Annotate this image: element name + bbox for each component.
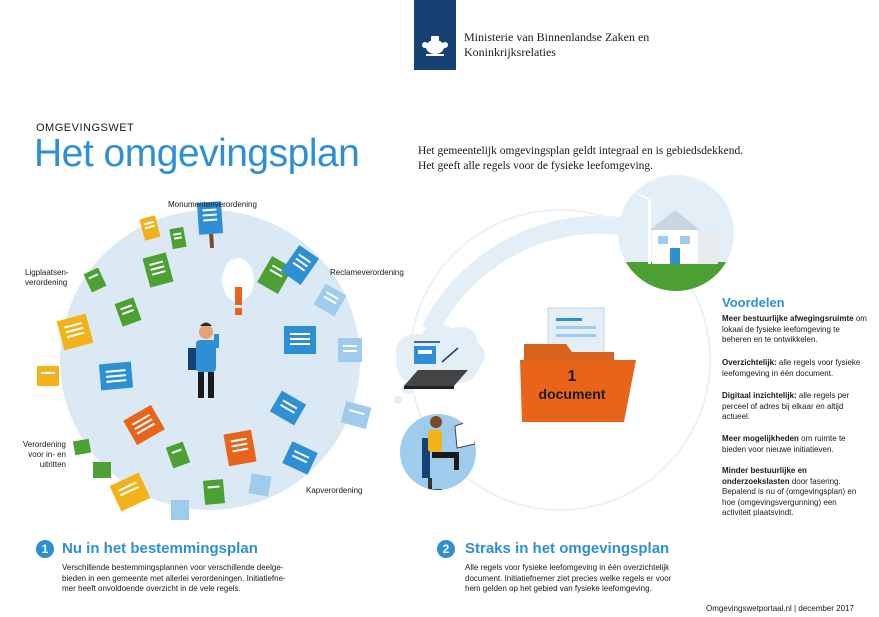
benefit-bold: Digitaal inzichtelijk: [722,391,797,400]
document-word: document [538,386,606,402]
section-2-line-3: hem gelden op het gebied van fysieke leefomgeving. [465,584,652,593]
section-1-line-2: bieden in een gemeente met allerlei verordeningen. Initiatiefne- [62,573,286,583]
document-icon [248,473,271,496]
document-icon [37,366,59,386]
label-inuit-line-2: voor in- en [28,450,66,459]
section-2-text [465,563,715,595]
section-1-line-3: mer heeft onvoldoende overzicht in de vele regels. [62,584,241,593]
benefit-text: om ruimte te bieden voor nieuwe initiatieven. [722,434,846,454]
document-icon [338,338,362,362]
label-ligplaatsen-line-1: Ligplaatsen- [25,268,69,277]
ministry-line-2: Koninkrijksrelaties [464,45,556,59]
label-verordening-in-uitritten [18,440,66,470]
section-2-heading: Straks in het omgevingsplan [465,540,670,557]
section-2-number: 2 [437,540,455,558]
benefit-text: alle regels voor fysieke leefomgeving in één document. [722,358,861,378]
section-1-number: 1 [36,540,54,558]
document-icon [203,479,225,505]
document-icon [171,500,189,520]
benefit-item [722,466,867,519]
thought-bubble-laptop [394,324,485,404]
footer-source: Omgevingswetportaal.nl | december 2017 [706,604,854,613]
person-working-icon [400,414,476,490]
benefit-item [722,434,867,455]
folder-illustration [520,308,636,422]
intro-line-2: Het geeft alle regels voor de fysieke leefomgeving. [418,160,654,172]
label-reclameverordening: Reclameverordening [330,268,404,277]
label-monumentenverordening: Monumentenverordening [168,200,257,209]
section-1-line-1: Verschillende bestemmingsplannen voor verschillende deelge- [62,563,284,572]
connecting-arc [430,225,640,330]
benefit-text: door fasering. Bepalend is nu of (omgevingsplan) en hoe (omgevingsvergunning) een activiteit plaatsvindt. [722,476,857,517]
kicker: OMGEVINGSWET [36,122,135,134]
page-title: Het omgevingsplan [34,132,360,175]
label-inuit-line-1: Verordening [22,440,66,449]
section-1-heading: Nu in het bestemmingsplan [62,540,258,557]
benefit-item [722,391,867,423]
benefits-title: Voordelen [722,295,785,310]
section-1-text [62,563,327,595]
benefit-bold: Meer bestuurlijke afwegingsruimte [722,314,854,323]
section-2-line-2: document. Initiatiefnemer ziet precies welke regels er voor [465,573,672,583]
benefit-text: om lokaal de fysieke leefomgeving te beheren en te ontwikkelen. [722,314,867,344]
document-icon [93,462,111,478]
sustainable-house-illustration [610,175,750,302]
benefit-bold: Meer mogelijkheden [722,434,799,443]
label-ligplaatsen-line-2: verordening [25,278,68,287]
benefit-bold: Minder bestuurlijke en onderzoekslasten [722,466,807,486]
benefit-item [722,314,867,346]
document-icon [73,439,91,456]
benefit-bold: Overzichtelijk: [722,358,777,367]
label-inuit-line-3: uitritten [39,460,66,469]
section-2-line-1: Alle regels voor fysieke leefomgeving in één overzichtelijk [465,563,670,572]
label-kapverordening: Kapverordening [306,486,363,495]
label-ligplaatsenverordening [25,268,69,288]
document-count: 1 [567,368,577,385]
benefit-item [722,358,867,379]
intro-line-1: Het gemeentelijk omgevingsplan geldt integraal en is gebiedsdekkend. [418,145,744,157]
benefit-text: alle regels per perceel of adres bij elkaar en altijd actueel. [722,391,850,421]
document-icon [99,362,133,391]
document-icon [284,326,316,354]
document-icon [223,430,256,466]
ministry-line-1: Ministerie van Binnenlandse Zaken en [464,30,650,44]
one-document-label [524,368,620,402]
